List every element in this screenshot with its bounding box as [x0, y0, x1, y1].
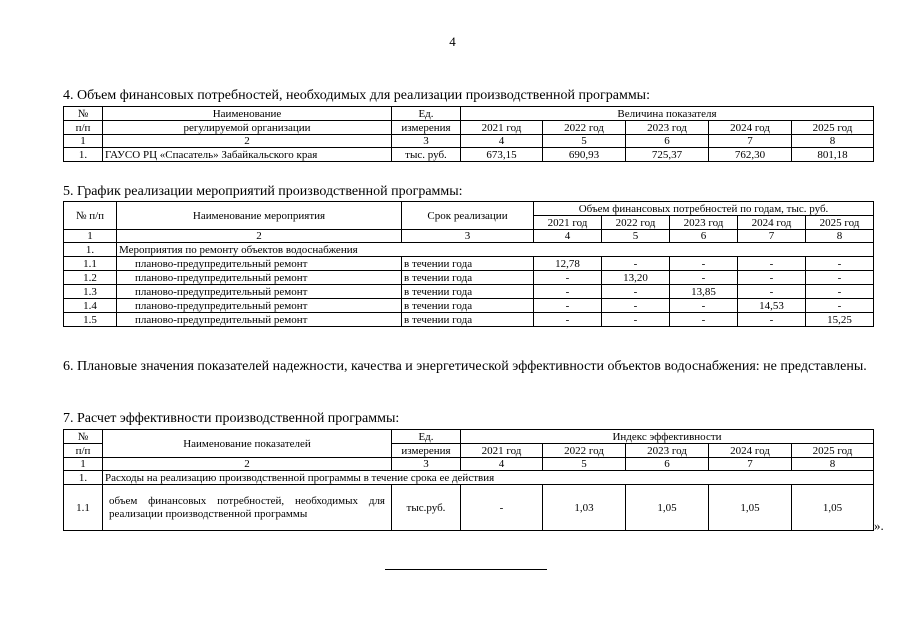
row-value: 14,53	[738, 299, 806, 313]
header-num: №	[64, 430, 103, 444]
row-name: ГАУСО РЦ «Спасатель» Забайкальского края	[103, 148, 392, 162]
row-term: в течении года	[402, 313, 534, 327]
index-cell: 4	[534, 230, 602, 243]
row-value: -	[806, 257, 874, 271]
header-year: 2023 год	[626, 121, 709, 135]
row-num: 1.4	[64, 299, 117, 313]
index-cell: 3	[402, 230, 534, 243]
row-name: планово-предупредительный ремонт	[117, 313, 402, 327]
row-name: планово-предупредительный ремонт	[117, 257, 402, 271]
row-num: 1.	[64, 148, 103, 162]
row-value: -	[602, 313, 670, 327]
header-year: 2023 год	[670, 216, 738, 230]
row-value: 1,05	[626, 485, 709, 531]
header-name: Наименование показателей	[103, 430, 392, 458]
index-cell: 7	[709, 458, 792, 471]
header-unit: Ед.	[392, 430, 461, 444]
header-year: 2022 год	[602, 216, 670, 230]
index-row	[64, 135, 874, 148]
index-cell: 6	[670, 230, 738, 243]
row-value: 725,37	[626, 148, 709, 162]
header-num: № п/п	[64, 202, 117, 230]
table-row	[64, 485, 874, 531]
header-year: 2022 год	[543, 121, 626, 135]
header-year: 2021 год	[461, 121, 543, 135]
index-cell: 2	[103, 135, 392, 148]
row-value: 1,05	[792, 485, 874, 531]
row-num: 1.3	[64, 285, 117, 299]
index-cell: 2	[117, 230, 402, 243]
table-row	[64, 299, 874, 313]
row-term: в течении года	[402, 299, 534, 313]
row-value: -	[670, 257, 738, 271]
row-value: 762,30	[709, 148, 792, 162]
index-cell: 7	[709, 135, 792, 148]
group-row	[64, 471, 874, 485]
header-year: 2025 год	[792, 444, 874, 458]
table-row	[64, 285, 874, 299]
table-row	[64, 257, 874, 271]
row-value: -	[602, 299, 670, 313]
header-year: 2024 год	[709, 121, 792, 135]
row-num: 1.5	[64, 313, 117, 327]
header-group: Индекс эффективности	[461, 430, 874, 444]
group-num: 1.	[64, 243, 117, 257]
index-cell: 8	[806, 230, 874, 243]
footer-divider	[385, 569, 547, 570]
index-cell: 6	[626, 458, 709, 471]
index-row	[64, 458, 874, 471]
header-year: 2023 год	[626, 444, 709, 458]
efficiency-table	[63, 429, 874, 531]
index-row	[64, 230, 874, 243]
row-value: -	[806, 285, 874, 299]
index-cell: 1	[64, 458, 103, 471]
row-num: 1.1	[64, 485, 103, 531]
row-name: планово-предупредительный ремонт	[117, 271, 402, 285]
row-value: -	[806, 299, 874, 313]
index-cell: 3	[392, 135, 461, 148]
header-unit-2: измерения	[392, 444, 461, 458]
header-year: 2025 год	[792, 121, 874, 135]
index-cell: 1	[64, 135, 103, 148]
row-value: 673,15	[461, 148, 543, 162]
header-year: 2022 год	[543, 444, 626, 458]
row-value: -	[670, 271, 738, 285]
row-value: 13,20	[602, 271, 670, 285]
header-num: №	[64, 107, 103, 121]
table-row	[64, 313, 874, 327]
header-term: Срок реализации	[402, 202, 534, 230]
header-group: Объем финансовых потребностей по годам, тыс. руб.	[534, 202, 874, 216]
header-year: 2024 год	[738, 216, 806, 230]
row-value: -	[738, 271, 806, 285]
table-row	[64, 148, 874, 162]
closing-quote: ».	[874, 518, 884, 533]
page-number: 4	[449, 34, 456, 49]
section6-text: 6. Плановые значения показателей надежности, качества и энергетической эффективности объектов водоснабжения: не представлены.	[63, 359, 867, 374]
row-value: 1,03	[543, 485, 626, 531]
row-num: 1.2	[64, 271, 117, 285]
row-value: -	[670, 299, 738, 313]
row-value: 1,05	[709, 485, 792, 531]
row-value: -	[602, 285, 670, 299]
index-cell: 5	[543, 135, 626, 148]
row-name: планово-предупредительный ремонт	[117, 299, 402, 313]
header-year: 2025 год	[806, 216, 874, 230]
index-cell: 4	[461, 135, 543, 148]
index-cell: 3	[392, 458, 461, 471]
financial-needs-table	[63, 106, 874, 162]
row-name: планово-предупредительный ремонт	[117, 285, 402, 299]
row-value: -	[534, 271, 602, 285]
row-num: 1.1	[64, 257, 117, 271]
index-cell: 2	[103, 458, 392, 471]
row-value: -	[738, 257, 806, 271]
header-year: 2024 год	[709, 444, 792, 458]
header-num-2: п/п	[64, 444, 103, 458]
row-value: 690,93	[543, 148, 626, 162]
header-num-2: п/п	[64, 121, 103, 135]
header-year: 2021 год	[461, 444, 543, 458]
section5-heading: 5. График реализации мероприятий производственной программы:	[63, 184, 463, 199]
row-term: в течении года	[402, 271, 534, 285]
row-unit: тыс.руб.	[392, 485, 461, 531]
table-row	[64, 271, 874, 285]
row-value: -	[461, 485, 543, 531]
row-value: -	[534, 299, 602, 313]
index-cell: 5	[543, 458, 626, 471]
index-cell: 5	[602, 230, 670, 243]
row-value: 15,25	[806, 313, 874, 327]
row-value: -	[534, 285, 602, 299]
header-unit: Ед.	[392, 107, 461, 121]
row-unit: тыс. руб.	[392, 148, 461, 162]
group-name: Расходы на реализацию производственной программы в течение срока ее действия	[103, 471, 874, 485]
row-value: -	[738, 285, 806, 299]
header-group: Величина показателя	[461, 107, 874, 121]
index-cell: 8	[792, 458, 874, 471]
row-value: -	[602, 257, 670, 271]
header-unit-2: измерения	[392, 121, 461, 135]
index-cell: 8	[792, 135, 874, 148]
row-term: в течении года	[402, 285, 534, 299]
row-term: в течении года	[402, 257, 534, 271]
header-name: Наименование	[103, 107, 392, 121]
section7-heading: 7. Расчет эффективности производственной программы:	[63, 411, 400, 426]
group-num: 1.	[64, 471, 103, 485]
group-row	[64, 243, 874, 257]
section4-heading: 4. Объем финансовых потребностей, необходимых для реализации производственной программы:	[63, 88, 650, 103]
row-value: 801,18	[792, 148, 874, 162]
row-value: -	[738, 313, 806, 327]
row-name: объем финансовых потребностей, необходимых для реализации производственной программы	[103, 485, 392, 531]
index-cell: 6	[626, 135, 709, 148]
row-value: -	[670, 313, 738, 327]
row-value: -	[806, 271, 874, 285]
index-cell: 1	[64, 230, 117, 243]
schedule-table	[63, 201, 874, 327]
group-name: Мероприятия по ремонту объектов водоснабжения	[117, 243, 874, 257]
row-value: 12,78	[534, 257, 602, 271]
header-year: 2021 год	[534, 216, 602, 230]
header-name: Наименование мероприятия	[117, 202, 402, 230]
header-name-2: регулируемой организации	[103, 121, 392, 135]
row-value: -	[534, 313, 602, 327]
index-cell: 7	[738, 230, 806, 243]
index-cell: 4	[461, 458, 543, 471]
row-value: 13,85	[670, 285, 738, 299]
